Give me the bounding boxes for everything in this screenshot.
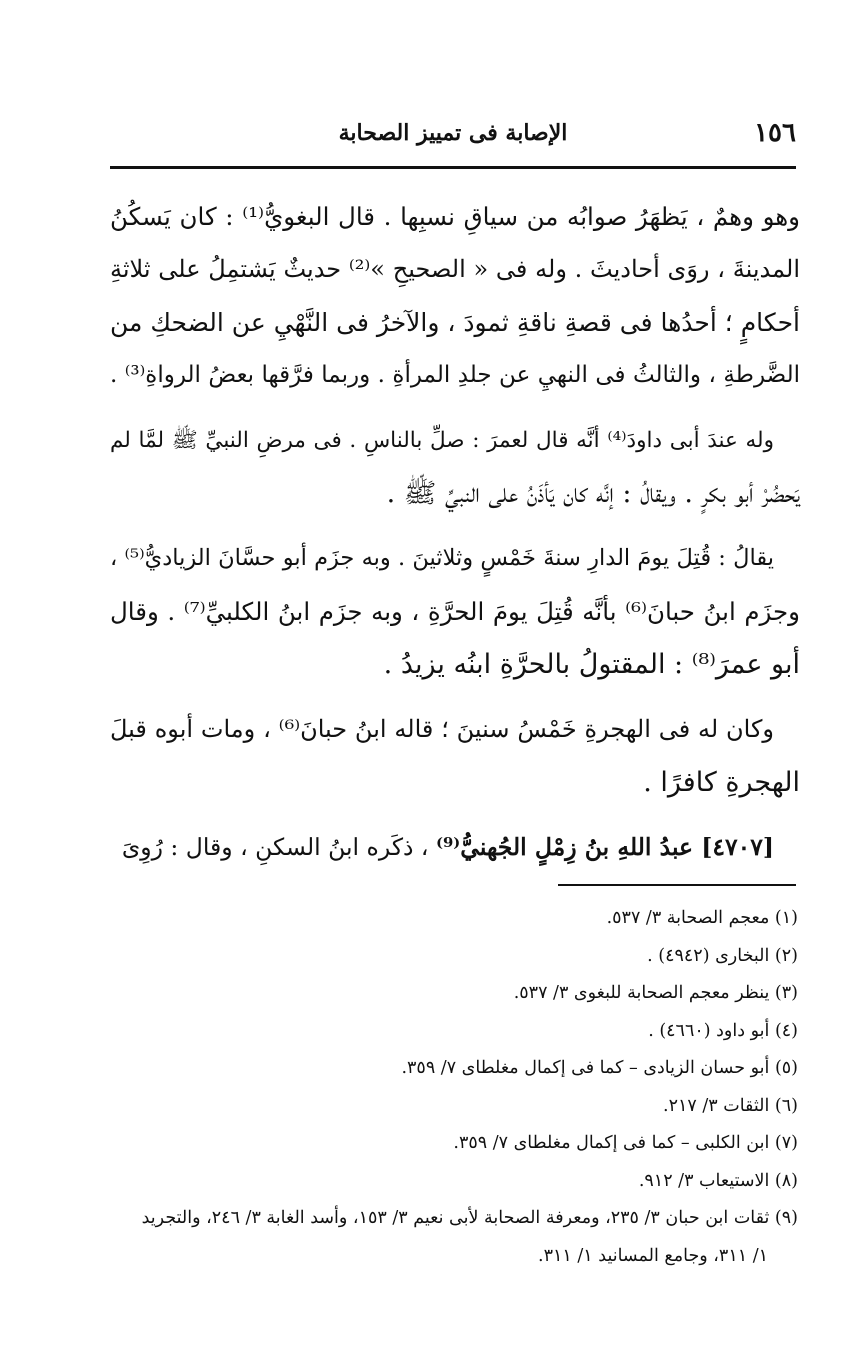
- footnotes: [108, 900, 798, 1275]
- text-line: يَحضُرْ أبو بكرٍ . ويقالُ : إنَّه كان يَأذَنُ على النبيِّ ﷺ .: [386, 478, 800, 509]
- page-number: ١٥٦: [754, 118, 796, 148]
- text-line: الضَّرطةِ ، والثالثُ فى النهيِ عن جلدِ المرأةِ . وربما فرَّقها بعضُ الرواةِ⁽³⁾ .: [110, 362, 800, 388]
- text-line: وهو وهمٌ ، يَظهَرُ صوابُه من سياقِ نسبِها . قال البغويُّ⁽¹⁾ : كان يَسكُنُ: [110, 202, 800, 231]
- text-line: يقالُ : قُتِلَ يومَ الدارِ سنةَ خَمْسٍ وثلاثينَ . وبه جزَم أبو حسَّانَ الزياديُّ⁽⁵⁾ ،: [110, 545, 774, 571]
- page-header: [110, 118, 796, 158]
- footnote-rule: [558, 884, 796, 886]
- footnote: (٩) ثقات ابن حبان ٣/ ٢٣٥، ومعرفة الصحابة لأبى نعيم ٣/ ١٥٣، وأسد الغابة ٣/ ٢٤٦، والتجريد: [141, 1208, 798, 1228]
- footnote: (٦) الثقات ٣/ ٢١٧.: [663, 1095, 798, 1116]
- text-line: [110, 821, 800, 874]
- footnote: (٣) ينظر معجم الصحابة للبغوى ٣/ ٥٣٧.: [513, 983, 798, 1003]
- header-rule: [110, 166, 796, 169]
- text-line: الهجرةِ كافرًا .: [643, 767, 800, 798]
- text-line: أحكامٍ ؛ أحدُها فى قصةِ ناقةِ ثمودَ ، والآخرُ فى النَّهْيِ عن الضحكِ من: [110, 308, 800, 337]
- main-text: [110, 190, 800, 886]
- paragraph-2: [110, 414, 800, 520]
- footnote: (٤) أبو داود (٤٦٦٠) .: [648, 1020, 798, 1041]
- paragraph-3: [110, 532, 800, 691]
- running-title: الإصابة فى تمييز الصحابة: [338, 120, 568, 146]
- text-line: المدينةَ ، روَى أحاديثَ . وله فى « الصحيحِ »⁽²⁾ حديثٌ يَشتمِلُ على ثلاثةِ: [110, 255, 800, 283]
- footnote: (٧) ابن الكلبى – كما فى إكمال مغلطاى ٧/ ٣٥٩.: [453, 1133, 798, 1153]
- entry-text: ، ذكَره ابنُ السكنِ ، وقال : رُوِىَ: [121, 833, 436, 861]
- paragraph-1: [110, 190, 800, 402]
- entry-heading: [٤٧٠٧] عبدُ اللهِ بنُ زِمْلٍ الجُهنيُّ⁽⁹⁾: [436, 833, 774, 861]
- text-line: أبو عمرَ⁽⁸⁾ : المقتولُ بالحرَّةِ ابنُه يزيدُ .: [383, 649, 800, 680]
- entry-paragraph: [110, 821, 800, 874]
- footnote: (٨) الاستيعاب ٣/ ٩١٢.: [638, 1170, 798, 1191]
- text-line: وله عندَ أبى داودَ⁽⁴⁾ أنَّه قال لعمرَ : صلِّ بالناسِ . فى مرضِ النبيِّ ﷺ لمَّا لم: [110, 428, 774, 453]
- text-line: وجزَم ابنُ حبانَ⁽⁶⁾ بأنَّه قُتِلَ يومَ الحرَّةِ ، وبه جزَم ابنُ الكلبيِّ⁽⁷⁾ . وقال: [110, 597, 800, 626]
- text-line: وكان له فى الهجرةِ خَمْسُ سنينَ ؛ قاله ابنُ حبانَ⁽⁶⁾ ، ومات أبوه قبلَ: [110, 715, 774, 743]
- footnote-continuation: ١/ ٣١١، وجامع المسانيد ١/ ٣١١.: [538, 1245, 768, 1266]
- footnote: (١) معجم الصحابة ٣/ ٥٣٧.: [606, 908, 798, 928]
- footnote: (٥) أبو حسان الزيادى – كما فى إكمال مغلطاى ٧/ ٣٥٩.: [401, 1058, 798, 1078]
- paragraph-4: [110, 703, 800, 809]
- footnote: (٢) البخارى (٤٩٤٢) .: [647, 945, 798, 966]
